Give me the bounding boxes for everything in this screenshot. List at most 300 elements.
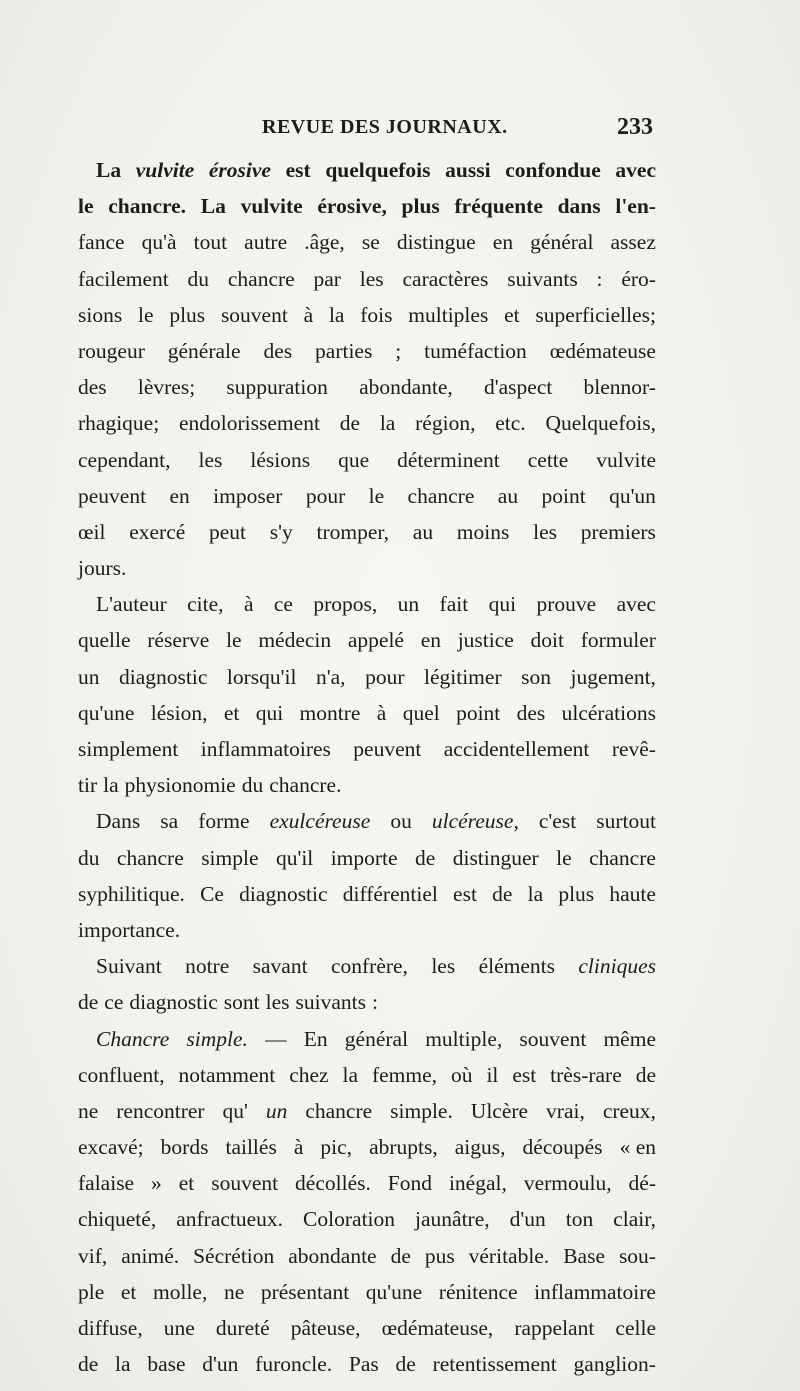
word: œdémateuse — [549, 338, 656, 363]
word: vif, — [78, 1243, 108, 1268]
word: qu'à — [141, 230, 177, 255]
word: des — [516, 700, 546, 725]
text-line — [78, 1021, 656, 1057]
word: clair, — [613, 1207, 656, 1232]
word: qu' — [222, 1098, 248, 1123]
word: La — [200, 194, 226, 219]
word: cependant, — [78, 447, 171, 472]
word: générale — [167, 338, 241, 363]
word: œil — [78, 519, 106, 544]
word: éro- — [621, 266, 656, 291]
word: exulcéreuse — [269, 809, 371, 834]
word: n'a, — [316, 664, 346, 689]
word: inflammatoires — [200, 737, 331, 761]
word: ; — [395, 338, 402, 363]
word: le — [138, 302, 154, 327]
word: Ce — [200, 881, 224, 906]
word: pâteuse, — [290, 1316, 361, 1340]
word: de — [78, 1352, 99, 1377]
word: importe — [330, 845, 398, 870]
word: pour — [365, 664, 405, 689]
word: accidentellement — [443, 737, 590, 761]
word: plus — [401, 194, 440, 219]
word: ple — [78, 1279, 105, 1304]
word: le — [368, 483, 385, 508]
word: ganglion- — [573, 1352, 656, 1377]
word: aigus, — [454, 1135, 506, 1160]
word: montre — [299, 700, 361, 725]
word: réserve — [147, 628, 210, 653]
text-line — [78, 912, 656, 948]
word: les — [265, 990, 290, 1015]
word: décollés. — [295, 1171, 371, 1196]
word: sions — [78, 302, 123, 327]
text-line — [78, 1057, 656, 1093]
word: notre — [185, 954, 230, 979]
word: ce — [104, 990, 124, 1015]
text-line — [78, 1346, 656, 1382]
word: même — [603, 1026, 656, 1051]
word: moins — [456, 519, 510, 544]
word: peut — [209, 519, 247, 544]
word: cite, — [187, 592, 224, 617]
word: sou- — [618, 1243, 656, 1268]
word: général — [530, 230, 594, 255]
word: Sécrétion — [193, 1243, 275, 1268]
text-line — [78, 1274, 656, 1310]
word: doit — [530, 628, 564, 653]
word: les — [198, 447, 223, 472]
text-line — [78, 297, 656, 333]
word: chancre — [227, 266, 295, 291]
word: ulcérations — [561, 700, 656, 725]
word: des — [263, 338, 293, 363]
word: celle — [615, 1316, 656, 1340]
word: cliniques — [578, 954, 656, 979]
word: déterminent — [397, 447, 500, 472]
word: en — [492, 230, 514, 255]
word: distinguer — [452, 845, 539, 870]
word: où — [451, 1062, 473, 1087]
word: avec — [615, 158, 656, 182]
text-line — [78, 442, 656, 478]
word: diagnostic — [119, 664, 208, 689]
word: à — [376, 700, 387, 725]
word: molle, — [153, 1279, 208, 1304]
word: Chancre — [96, 1026, 170, 1051]
word: plus — [558, 881, 595, 906]
word: rougeur — [78, 338, 145, 363]
word: « en — [619, 1135, 656, 1160]
text-line — [78, 1165, 656, 1201]
word: dans — [557, 194, 601, 219]
word: en — [169, 483, 190, 508]
word: d'aspect — [484, 375, 553, 400]
word: différentiel — [342, 881, 438, 906]
word: avec — [616, 592, 656, 617]
word: qui — [255, 700, 284, 725]
word: vrai, — [546, 1098, 585, 1123]
word: s'y — [269, 519, 293, 544]
text-line — [78, 152, 656, 188]
word: ce — [273, 592, 293, 617]
word: de — [390, 1243, 411, 1268]
word: caractères — [402, 266, 489, 291]
word: du — [78, 845, 100, 870]
word: base — [147, 1352, 186, 1377]
word: simplement — [78, 737, 179, 761]
word: Fond — [387, 1171, 433, 1196]
word: excavé; — [78, 1135, 144, 1160]
word: chancre — [407, 483, 475, 508]
word: Coloration — [303, 1207, 396, 1232]
word: : — [596, 266, 603, 291]
word: et — [120, 1279, 137, 1304]
word: diagnostic — [129, 990, 218, 1015]
word: vulvite — [240, 194, 303, 219]
word: la — [328, 302, 345, 327]
word: érosive — [208, 158, 271, 182]
word: justice — [457, 628, 514, 653]
word: qui — [488, 592, 517, 617]
word: notamment — [178, 1062, 276, 1087]
word: : — [371, 990, 378, 1015]
text-line — [78, 695, 656, 731]
word: peuvent — [78, 483, 147, 508]
word: abondante, — [359, 375, 453, 400]
text-line — [78, 586, 656, 622]
word: lèvres; — [137, 375, 196, 400]
word: diffuse, — [78, 1316, 143, 1340]
word: que — [338, 447, 370, 472]
word: diagnostic — [239, 881, 328, 906]
word: La — [96, 158, 122, 182]
word: se — [361, 230, 380, 255]
word: un — [78, 664, 100, 689]
word: point — [456, 700, 501, 725]
word: revê- — [611, 737, 656, 761]
word: L'auteur — [96, 592, 167, 617]
word: assez — [610, 230, 656, 255]
text-line — [78, 1201, 656, 1237]
word: syphilitique. — [78, 881, 185, 906]
word: de — [635, 1062, 656, 1087]
word: au — [412, 519, 434, 544]
word: falaise — [78, 1171, 135, 1196]
word: très-rare — [550, 1062, 622, 1087]
word: multiple, — [425, 1026, 503, 1051]
word: d'un — [202, 1352, 239, 1377]
word: suivants — [295, 990, 366, 1015]
word: du — [187, 266, 210, 291]
word: et — [178, 1171, 195, 1196]
word: les — [359, 266, 384, 291]
word: lésions — [250, 447, 311, 472]
word: l'en- — [615, 194, 656, 219]
word: simple. — [186, 1026, 248, 1051]
word: vermoulu, — [523, 1171, 612, 1196]
word: simple — [201, 845, 259, 870]
word: Base — [563, 1243, 605, 1268]
word: .âge, — [304, 230, 345, 255]
word: de — [78, 990, 99, 1015]
word: formuler — [580, 628, 656, 653]
word: abondante — [288, 1243, 377, 1268]
word: Quelquefois, — [545, 411, 656, 436]
word: de — [395, 1352, 416, 1377]
word: suppuration — [226, 375, 328, 400]
word: qu'un — [609, 483, 656, 508]
word: le — [78, 194, 94, 219]
word: simple. — [390, 1098, 453, 1123]
body-text — [78, 152, 656, 1382]
running-head: REVUE DES JOURNAUX. — [262, 116, 508, 138]
word: importance. — [78, 917, 181, 942]
word: anfractueux. — [176, 1207, 284, 1232]
text-line — [78, 188, 656, 224]
word: souvent — [519, 1026, 587, 1051]
word: la — [379, 411, 396, 436]
word: En — [303, 1026, 328, 1051]
word: suivants — [507, 266, 578, 291]
word: chancre — [305, 1098, 373, 1123]
text-line — [78, 333, 656, 369]
word: savant — [252, 954, 308, 979]
word: creux, — [602, 1098, 656, 1123]
word: etc. — [495, 411, 526, 436]
word: jours. — [78, 556, 127, 581]
word: d'un — [509, 1207, 546, 1232]
word: le — [226, 628, 242, 653]
word: multiples — [408, 302, 489, 327]
word: confrère, — [330, 954, 408, 979]
word: de — [415, 845, 436, 870]
text-line — [78, 803, 656, 839]
text-line — [78, 876, 656, 912]
word: retentissement — [432, 1352, 557, 1377]
word: et — [223, 700, 240, 725]
word: quelquefois — [325, 158, 431, 182]
word: superficielles; — [535, 302, 656, 327]
word: une — [163, 1316, 195, 1340]
page-number: 233 — [617, 114, 653, 140]
word: animé. — [121, 1243, 180, 1268]
word: véritable. — [468, 1243, 550, 1268]
text-line — [78, 659, 656, 695]
word: est — [285, 158, 311, 182]
word: ton — [565, 1207, 594, 1232]
text-line — [78, 767, 656, 803]
text-line — [78, 984, 656, 1020]
text-line — [78, 369, 656, 405]
text-line — [78, 1238, 656, 1274]
word: rencontrer — [116, 1098, 205, 1123]
word: érosive, — [317, 194, 387, 219]
word: qu'une — [78, 700, 135, 725]
word: la — [115, 1352, 131, 1377]
word: imposer — [213, 483, 283, 508]
word: surtout — [596, 809, 656, 834]
word: en — [420, 628, 441, 653]
word: un — [397, 592, 420, 617]
text-line — [78, 478, 656, 514]
word: fait — [439, 592, 469, 617]
word: au — [497, 483, 519, 508]
word: Suivant — [96, 954, 162, 979]
word: confondue — [505, 158, 601, 182]
word: fance — [78, 230, 125, 255]
text-line — [78, 622, 656, 658]
word: inflammatoire — [534, 1279, 656, 1304]
word: chancre — [116, 845, 184, 870]
text-line — [78, 224, 656, 260]
word: il — [486, 1062, 499, 1087]
word: de — [339, 411, 361, 436]
word: tromper, — [316, 519, 390, 544]
word: chez — [289, 1062, 329, 1087]
word: souvent — [220, 302, 288, 327]
word: rappelant — [514, 1316, 595, 1340]
word: qu'une — [365, 1279, 423, 1304]
word: sa — [160, 809, 179, 834]
word: pour — [305, 483, 346, 508]
text-line — [78, 261, 656, 297]
text-line — [78, 550, 656, 586]
word: blennor- — [583, 375, 656, 400]
word: qu'il — [275, 845, 314, 870]
text-line — [78, 948, 656, 984]
word: chiqueté, — [78, 1207, 157, 1232]
text-line — [78, 1093, 656, 1129]
word: lorsqu'il — [226, 664, 297, 689]
page-header — [0, 114, 800, 144]
word: par — [313, 266, 341, 291]
word: endolorissement — [179, 411, 320, 436]
word: les — [533, 519, 557, 544]
word: jugement, — [570, 664, 656, 689]
text-line — [78, 405, 656, 441]
word: médecin — [258, 628, 332, 653]
word: haute — [609, 881, 656, 906]
word: la — [527, 881, 544, 906]
word: quelle — [78, 628, 131, 653]
word: lésion, — [150, 700, 208, 725]
word: — — [265, 1026, 287, 1051]
word: inégal, — [448, 1171, 507, 1196]
word: œdémateuse, — [381, 1316, 494, 1340]
word: à — [293, 1135, 304, 1160]
word: aussi — [445, 158, 491, 182]
word: chancre — [589, 845, 656, 870]
word: confluent, — [78, 1062, 165, 1087]
word: légitimer — [424, 664, 502, 689]
word: » — [151, 1171, 162, 1196]
word: ne — [78, 1098, 99, 1123]
word: abrupts, — [369, 1135, 438, 1160]
word: ulcéreuse, — [431, 809, 519, 834]
word: chancre. — [108, 194, 187, 219]
text-line — [78, 731, 656, 767]
word: propos, — [313, 592, 378, 617]
word: fois — [360, 302, 393, 327]
word: son — [521, 664, 552, 689]
word: tir — [78, 773, 98, 798]
word: du — [241, 773, 264, 798]
word: cette — [527, 447, 569, 472]
word: découpés — [522, 1135, 603, 1160]
word: premiers — [580, 519, 656, 544]
text-line — [78, 1310, 656, 1346]
word: physionomie — [124, 773, 236, 798]
word: forme — [198, 809, 250, 834]
word: ou — [390, 809, 412, 834]
word: dureté — [215, 1316, 270, 1340]
word: rénitence — [438, 1279, 518, 1304]
word: vulvite — [135, 158, 195, 182]
word: appelé — [347, 628, 404, 653]
word: vulvite — [596, 447, 656, 472]
word: tout — [193, 230, 228, 255]
word: fréquente — [454, 194, 543, 219]
word: la — [103, 773, 119, 798]
text-line — [78, 1129, 656, 1165]
word: chancre. — [269, 773, 342, 798]
word: des — [78, 375, 107, 400]
word: parties — [315, 338, 373, 363]
word: jaunâtre, — [415, 1207, 490, 1232]
word: les — [431, 954, 456, 979]
word: Pas — [348, 1352, 379, 1377]
word: pus — [424, 1243, 455, 1268]
word: est — [512, 1062, 537, 1087]
word: la — [342, 1062, 359, 1087]
word: facilement — [78, 266, 169, 291]
word: plus — [169, 302, 206, 327]
text-line — [78, 514, 656, 550]
word: quel — [402, 700, 440, 725]
word: le — [556, 845, 572, 870]
word: Ulcère — [470, 1098, 529, 1123]
word: à — [303, 302, 314, 327]
word: prouve — [536, 592, 597, 617]
word: Dans — [96, 809, 141, 834]
word: à — [243, 592, 254, 617]
word: région, — [415, 411, 476, 436]
word: un — [265, 1098, 288, 1123]
word: éléments — [478, 954, 555, 979]
word: dé- — [628, 1171, 656, 1196]
word: est — [453, 881, 477, 906]
word: point — [541, 483, 586, 508]
word: rhagique; — [78, 411, 160, 436]
word: présentant — [260, 1279, 350, 1304]
text-line — [78, 840, 656, 876]
word: bords — [160, 1135, 209, 1160]
word: peuvent — [353, 737, 422, 761]
word: souvent — [211, 1171, 279, 1196]
word: taillés — [225, 1135, 277, 1160]
word: général — [344, 1026, 409, 1051]
word: et — [504, 302, 520, 327]
word: de — [492, 881, 513, 906]
word: distingue — [396, 230, 476, 255]
word: furoncle. — [255, 1352, 333, 1377]
word: c'est — [538, 809, 577, 834]
word: exercé — [129, 519, 186, 544]
word: pic, — [320, 1135, 353, 1160]
word: femme, — [371, 1062, 438, 1087]
word: sont — [223, 990, 260, 1015]
